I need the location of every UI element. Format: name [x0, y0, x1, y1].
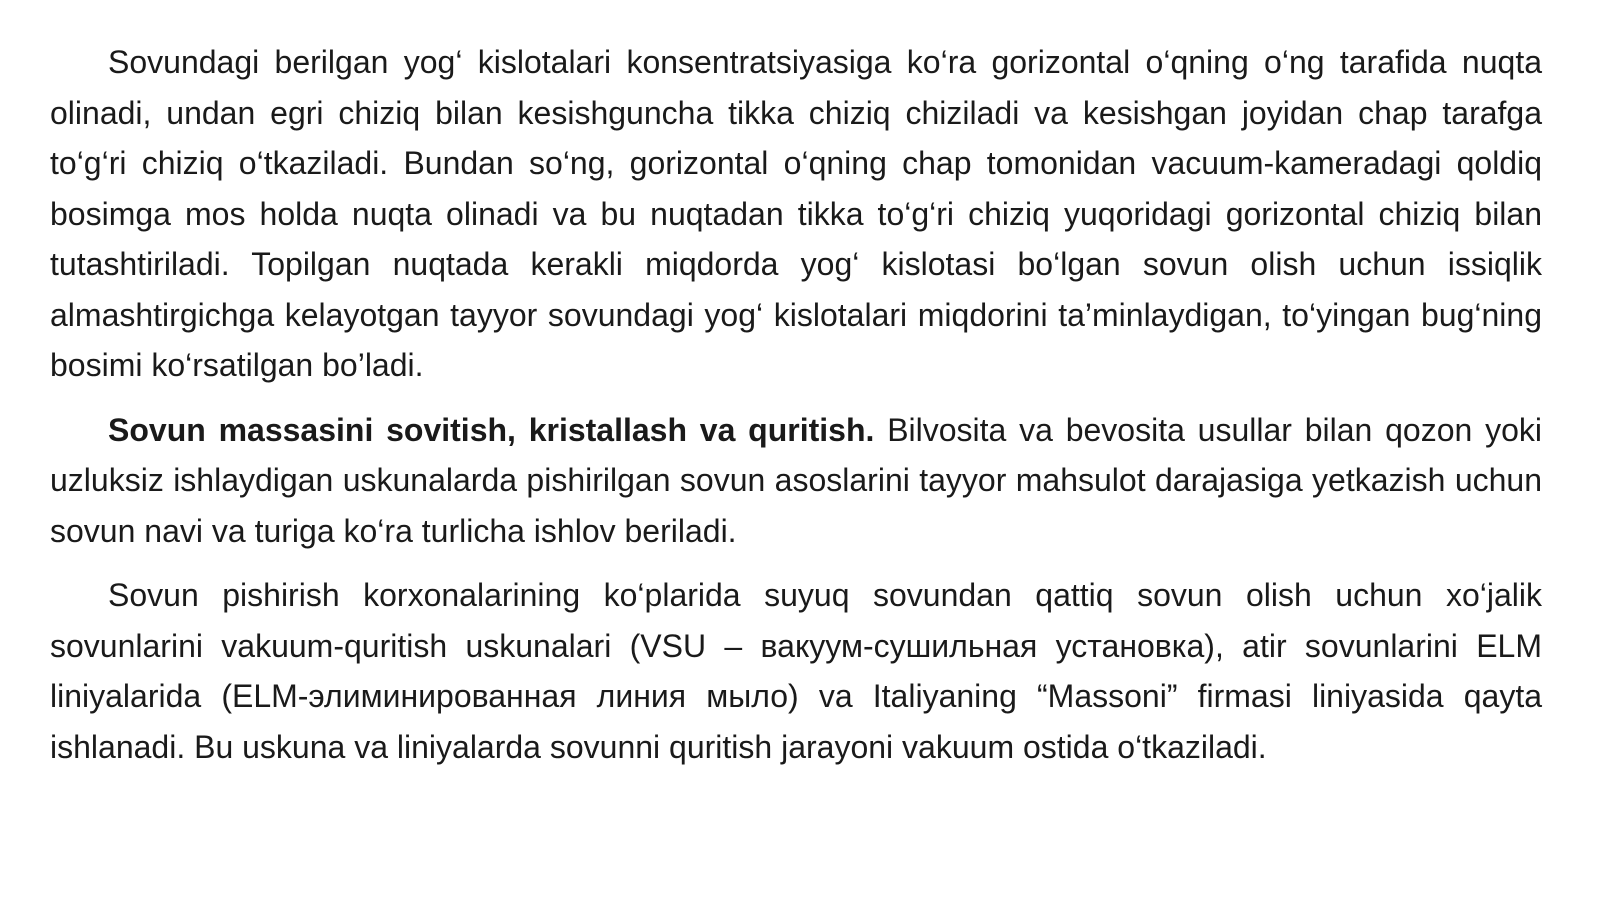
section-heading: Sovun massasini sovitish, kristallash va quritish.: [108, 411, 875, 448]
paragraph-2-text: Bilvosita va bevosita usullar bilan qozon yoki uzluksiz ishlaydigan uskunalarda pishirilgan sovun asoslarini tayyor mahsulot darajasiga yetkazish uchun sovun navi va turiga ko‘ra turlicha ishlov beriladi.: [50, 411, 1543, 549]
paragraph-1: [50, 37, 1542, 391]
paragraph-3-text: Sovun pishirish korxonalarining ko‘plarida suyuq sovundan qattiq sovun olish uchun xo‘jalik sovunlarini vakuum-quritish uskunalari (VSU – вакуум-сушильная установка), atir sovunlarini ELM liniyalarida (ELM-элиминированная линия мыло) va Italiyaning “Massoni” firmasi liniyasida qayta ishlanadi. Bu uskuna va liniyalarda sovunni quritish jarayoni vakuum ostida o‘tkaziladi.: [50, 577, 1542, 765]
document-body: [50, 37, 1542, 772]
paragraph-2: [50, 405, 1542, 557]
paragraph-1-text: Sovundagi berilgan yog‘ kislotalari konsentratsiyasiga ko‘ra gorizontal o‘qning o‘ng tarafida nuqta olinadi, undan egri chiziq bilan kesishguncha tikka chiziq chiziladi va kesishgan joyidan chap tarafga to‘g‘ri chiziq o‘tkaziladi. Bundan so‘ng, gorizontal o‘qning chap tomonidan vacuum-kameradagi qoldiq bosimga mos holda nuqta olinadi va bu nuqtadan tikka to‘g‘ri chiziq yuqoridagi gorizontal chiziq bilan tutashtiriladi. Topilgan nuqtada kerakli miqdorda yog‘ kislotasi bo‘lgan sovun olish uchun issiqlik almashtirgichga kelayotgan tayyor sovundagi yog‘ kislotalari miqdorini ta’minlaydigan, to‘yingan bug‘ning bosimi ko‘rsatilgan bo’ladi.: [50, 44, 1542, 383]
paragraph-3: [50, 570, 1542, 772]
